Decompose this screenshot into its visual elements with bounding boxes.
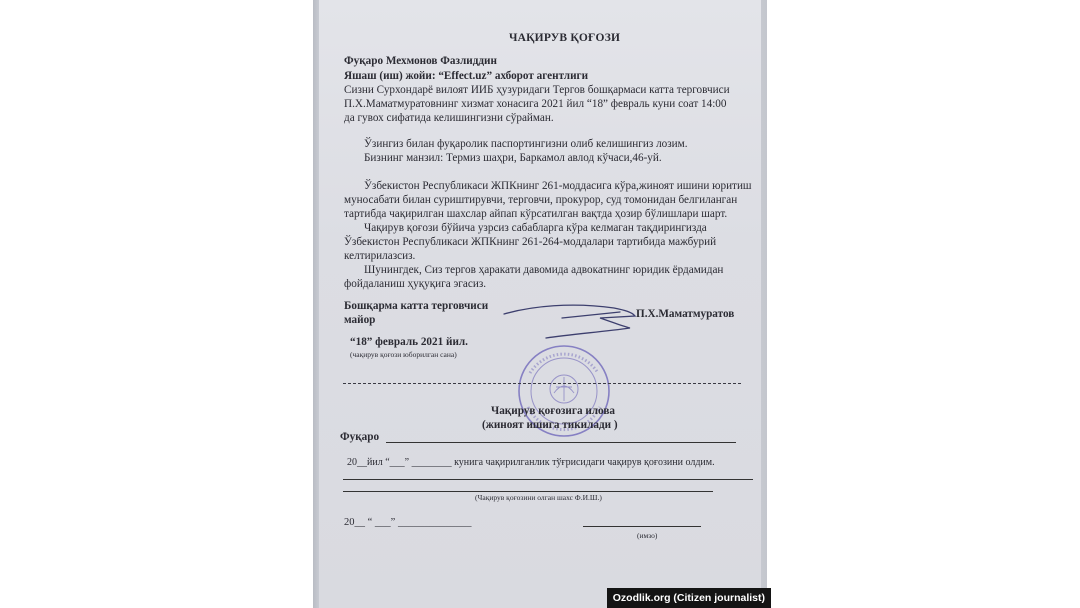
receipt-line: 20__йил “___” ________ кунига чақирилганлик тўғрисидаги чақирув қоғозини олдим. bbox=[347, 457, 715, 468]
address-line: Бизнинг манзил: Термиз шаҳри, Баркамол авлод кўчаси,46-уй. bbox=[364, 152, 662, 164]
law-line-1: Ўзбекистон Республикаси ЖПКнинг 261-моддасига кўра,жиноят ишини юритиш bbox=[364, 180, 752, 192]
issue-date-caption: (чақирув қоғози юборилган сана) bbox=[350, 350, 457, 359]
law-line-2: муносабати билан суриштирувчи, терговчи, прокурор, суд томонидан белгиланган bbox=[344, 194, 738, 206]
body-line-3: да гувох сифатида келишингизни сўрайман. bbox=[344, 112, 554, 124]
photo-credit: Ozodlik.org (Citizen journalist) bbox=[607, 588, 771, 608]
summons-paper bbox=[319, 0, 761, 608]
document-photo bbox=[313, 0, 767, 608]
signer-rank: майор bbox=[344, 314, 376, 326]
law-line-3: тартибда чақирилган шахслар айпап кўрсатилган вақтда ҳозир бўлишлари шарт. bbox=[344, 208, 728, 220]
residence-line: Яшаш (иш) жойи: “Effect.uz” ахборот агентлиги bbox=[344, 70, 589, 82]
signer-name: П.Х.Маматмуратов bbox=[636, 308, 735, 320]
law-line-6: келтирилазсиз. bbox=[344, 250, 416, 262]
law-line-7: Шунингдек, Сиз тергов ҳаракати давомида адвокатнинг юридик ёрдамидан bbox=[364, 264, 724, 276]
citizen-name-line: Фуқаро Мехмонов Фазлиддин bbox=[344, 55, 497, 67]
bottom-date: 20__ “ ___” ______________ bbox=[344, 517, 472, 528]
appendix-subtitle: (жиноят ишига тикилади ) bbox=[482, 419, 618, 431]
signature-blank bbox=[583, 526, 701, 527]
issue-date: “18” февраль 2021 йил. bbox=[350, 336, 468, 348]
body-line-2: П.Х.Маматмуратовнинг хизмат хонасига 2021 йил “18” февраль куни соат 14:00 bbox=[344, 98, 727, 110]
receiver-blank-2 bbox=[343, 491, 713, 492]
law-line-8: фойдаланиш ҳуқуқига эгасиз. bbox=[344, 278, 487, 290]
passport-line: Ўзингиз билан фуқаролик паспортингизни олиб келишингиз лозим. bbox=[364, 138, 688, 150]
signature-caption: (имзо) bbox=[637, 531, 658, 540]
citizen-label: Фуқаро bbox=[340, 431, 380, 443]
document-title: ЧАҚИРУВ ҚОҒОЗИ bbox=[509, 32, 621, 44]
law-line-4: Чақирув қоғози бўйича узрсиз сабабларга кўра келмаган тақдирингизда bbox=[364, 222, 707, 234]
citizen-name-blank bbox=[386, 442, 736, 443]
law-line-5: Ўзбекистон Республикаси ЖПКнинг 261-264-моддалари тартибида мажбурий bbox=[344, 236, 717, 248]
cut-line bbox=[343, 383, 741, 384]
handwritten-signature bbox=[502, 298, 638, 342]
receiver-caption: (Чақирув қоғозини олган шахс Ф.И.Ш.) bbox=[475, 493, 602, 502]
appendix-title: Чақирув қоғозига илова bbox=[491, 405, 616, 417]
body-line-1: Сизни Сурхондарё вилоят ИИБ ҳузуридаги Тергов бошқармаси катта терговчиси bbox=[344, 84, 730, 96]
receiver-blank-1 bbox=[343, 479, 753, 480]
signer-title: Бошқарма катта терговчиси bbox=[344, 300, 489, 312]
